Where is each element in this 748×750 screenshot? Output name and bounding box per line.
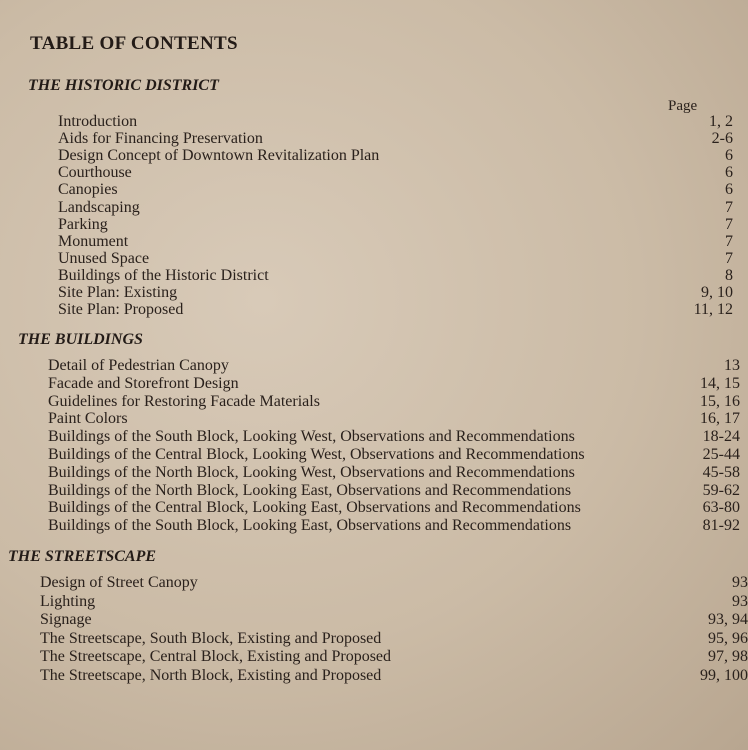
toc-entry-label: Aids for Financing Preservation xyxy=(58,130,263,148)
toc-entry xyxy=(40,593,748,611)
toc-entry xyxy=(58,130,733,148)
toc-entry-label: Courthouse xyxy=(58,164,132,182)
page-title: TABLE OF CONTENTS xyxy=(30,33,238,54)
toc-entry-label: Introduction xyxy=(58,113,138,130)
toc-entry-label: Facade and Storefront Design xyxy=(48,374,239,392)
toc-entry-label: Buildings of the South Block, Looking East, Observations and Recommendations xyxy=(48,517,572,535)
toc-entry-label: Monument xyxy=(58,232,129,250)
toc-entry-label: Lighting xyxy=(40,592,96,610)
toc-entry xyxy=(58,301,733,319)
toc-entry xyxy=(40,648,748,666)
toc-entry xyxy=(48,482,740,500)
toc-entry xyxy=(58,216,733,234)
toc-entry-page: 11, 12 xyxy=(693,301,733,319)
toc-entry-page: 2-6 xyxy=(711,130,733,148)
toc-entry-page: 7 xyxy=(725,215,733,233)
section-heading-historic-district: THE HISTORIC DISTRICT xyxy=(28,77,219,94)
toc-entry xyxy=(58,147,733,165)
toc-entry xyxy=(58,113,733,131)
toc-entry-page: 59-62 xyxy=(702,481,740,499)
toc-entry xyxy=(58,164,733,182)
toc-entry-page: 63-80 xyxy=(702,499,740,517)
toc-entry-label: The Streetscape, South Block, Existing and Proposed xyxy=(40,629,382,647)
toc-entry-label: Site Plan: Existing xyxy=(58,284,178,301)
toc-entry-label: Detail of Pedestrian Canopy xyxy=(48,357,229,374)
toc-entry-label: Design Concept of Downtown Revitalization Plan xyxy=(58,147,380,165)
toc-entry-label: Buildings of the Historic District xyxy=(58,266,269,284)
toc-entry-page: 7 xyxy=(725,232,733,250)
toc-entry xyxy=(48,428,740,446)
toc-entry xyxy=(40,630,748,648)
toc-entry-label: Buildings of the South Block, Looking West, Observations and Recommendations xyxy=(48,428,575,446)
toc-entry-page: 97, 98 xyxy=(708,648,748,666)
toc-entry-label: Design of Street Canopy xyxy=(40,574,198,591)
toc-entry-page: 45-58 xyxy=(702,463,740,481)
section-heading-buildings: THE BUILDINGS xyxy=(18,331,143,348)
page-column-label: Page xyxy=(668,98,698,114)
toc-entry-label: Buildings of the North Block, Looking West, Observations and Recommendations xyxy=(48,463,575,481)
toc-entry xyxy=(40,574,748,592)
toc-entry-page: 93, 94 xyxy=(708,611,748,629)
toc-entry-label: Parking xyxy=(58,215,108,233)
toc-entry-page: 6 xyxy=(725,181,733,199)
toc-entry-page: 6 xyxy=(725,164,733,182)
toc-entry xyxy=(48,464,740,482)
toc-entry-page: 7 xyxy=(725,198,733,216)
toc-entry-page: 16, 17 xyxy=(700,410,740,428)
toc-entry-page: 18-24 xyxy=(702,428,740,446)
toc-entry-page: 93 xyxy=(732,592,748,610)
toc-entry xyxy=(58,181,733,199)
toc-entry xyxy=(48,375,740,393)
toc-entry-label: Unused Space xyxy=(58,249,150,267)
toc-entry-page: 7 xyxy=(725,249,733,267)
toc-entry-page: 95, 96 xyxy=(708,629,748,647)
toc-entry xyxy=(48,446,740,464)
toc-entry-page: 99, 100 xyxy=(700,667,748,684)
toc-entry xyxy=(48,499,740,517)
toc-entry xyxy=(58,233,733,251)
toc-entry-label: Buildings of the Central Block, Looking West, Observations and Recommendations xyxy=(48,446,585,463)
toc-entry-label: Buildings of the North Block, Looking East, Observations and Recommendations xyxy=(48,481,572,499)
toc-entry-page: 81-92 xyxy=(702,517,740,535)
toc-entry-page: 13 xyxy=(724,357,740,374)
toc-entry-page: 8 xyxy=(725,266,733,284)
toc-entry-label: Buildings of the Central Block, Looking East, Observations and Recommendations xyxy=(48,499,581,517)
toc-entry-label: Landscaping xyxy=(58,198,140,216)
toc-entry xyxy=(48,517,740,535)
toc-entry xyxy=(58,267,733,285)
toc-entry-page: 15, 16 xyxy=(700,392,740,410)
toc-entry-page: 93 xyxy=(732,574,748,591)
toc-entry-page: 9, 10 xyxy=(701,284,733,301)
section-heading-streetscape: THE STREETSCAPE xyxy=(8,548,157,565)
toc-entry xyxy=(58,284,733,302)
toc-entry-label: Canopies xyxy=(58,181,118,199)
toc-entry xyxy=(40,667,748,685)
toc-entry-page: 14, 15 xyxy=(700,374,740,392)
toc-entry-label: Site Plan: Proposed xyxy=(58,301,184,319)
toc-entry xyxy=(48,393,740,411)
toc-entry xyxy=(58,199,733,217)
toc-entry xyxy=(48,410,740,428)
toc-entry-label: Guidelines for Restoring Facade Materials xyxy=(48,392,320,410)
toc-entry-page: 1, 2 xyxy=(709,113,733,130)
toc-entry xyxy=(40,611,748,629)
toc-entry xyxy=(48,357,740,375)
toc-entry-page: 6 xyxy=(725,147,733,165)
toc-entry xyxy=(58,250,733,268)
toc-entry-label: Signage xyxy=(40,611,92,629)
toc-entry-label: The Streetscape, North Block, Existing and Proposed xyxy=(40,667,382,684)
toc-entry-page: 25-44 xyxy=(702,446,740,463)
toc-entry-label: Paint Colors xyxy=(48,410,128,428)
toc-entry-label: The Streetscape, Central Block, Existing and Proposed xyxy=(40,648,392,666)
